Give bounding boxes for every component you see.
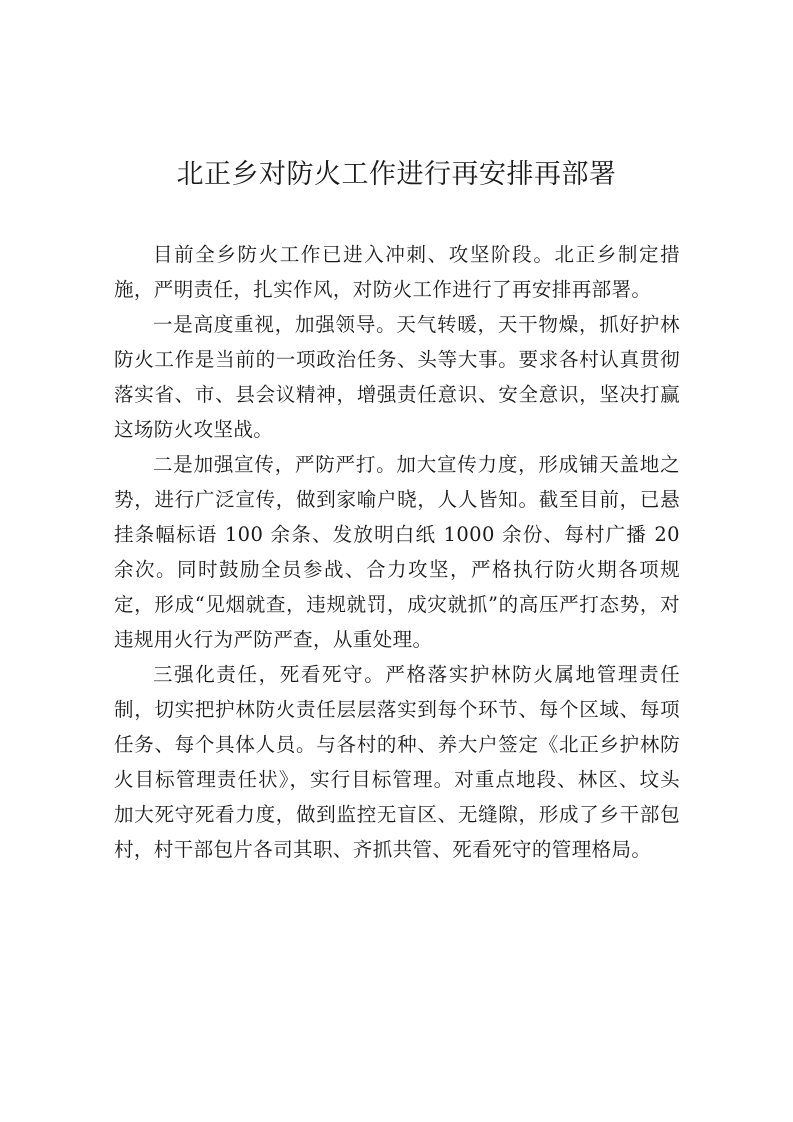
document-body: [114, 237, 680, 867]
paragraph-publicity: 二是加强宣传，严防严打。加大宣传力度，形成铺天盖地之势，进行广泛宣传，做到家喻户晓，人人皆知。截至目前，已悬挂条幅标语 100 余条、发放明白纸 1000 余份、每村广播 20 余次。同时鼓励全员参战、合力攻坚，严格执行防火期各项规定，形成“见烟就查，违规就罚，成灾就抓”的高压严打态势，对违规用火行为严防严查，从重处理。: [114, 453, 680, 651]
paragraph-responsibility: 三强化责任，死看死守。严格落实护林防火属地管理责任制，切实把护林防火责任层层落实到每个环节、每个区域、每项任务、每个具体人员。与各村的种、养大户签定《北正乡护林防火目标管理责任状》，实行目标管理。对重点地段、林区、坟头加大死守死看力度，做到监控无盲区、无缝隙，形成了乡干部包村，村干部包片各司其职、齐抓共管、死看死守的管理格局。: [114, 663, 680, 861]
paragraph-intro: 目前全乡防火工作已进入冲刺、攻坚阶段。北正乡制定措施，严明责任，扎实作风，对防火工作进行了再安排再部署。: [114, 243, 680, 301]
document-title: 北正乡对防火工作进行再安排再部署: [176, 159, 617, 190]
paragraph-leadership: 一是高度重视，加强领导。天气转暖，天干物燥，抓好护林防火工作是当前的一项政治任务、头等大事。要求各村认真贯彻落实省、市、县会议精神，增强责任意识、安全意识，坚决打赢这场防火攻坚战。: [114, 313, 680, 441]
